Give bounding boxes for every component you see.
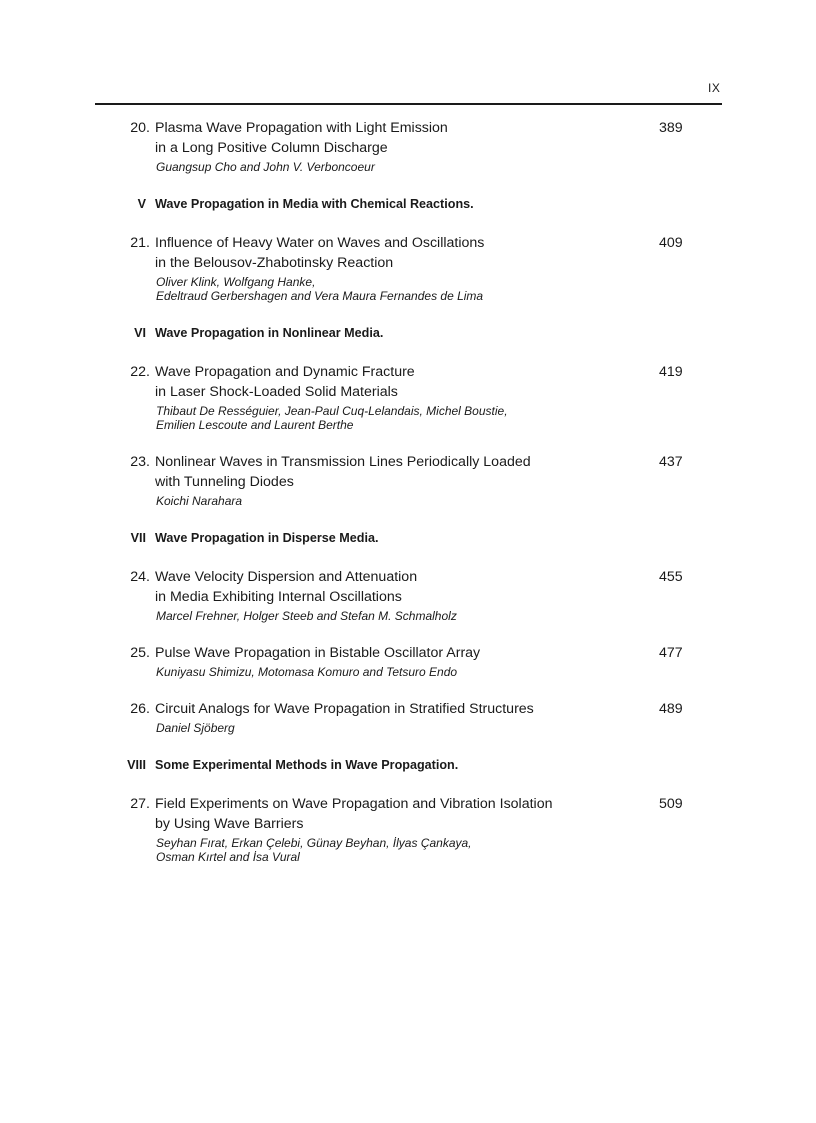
chapter-title-line: Plasma Wave Propagation with Light Emission — [155, 120, 448, 136]
chapter-title-row — [0, 794, 816, 814]
chapter-authors — [156, 609, 816, 623]
chapter-authors — [156, 275, 816, 303]
toc-chapter-entry — [0, 699, 816, 735]
chapter-number: 23. — [130, 454, 150, 470]
chapter-title-line: Influence of Heavy Water on Waves and Oscillations — [155, 235, 485, 251]
chapter-title-row — [0, 382, 816, 402]
chapter-title-row — [0, 587, 816, 607]
chapter-page-number: 489 — [659, 701, 683, 717]
chapter-number: 25. — [130, 645, 150, 661]
part-number: VIII — [127, 758, 146, 772]
chapter-authors — [156, 160, 816, 174]
chapter-title-line: with Tunneling Diodes — [155, 474, 294, 490]
author-line: Emilien Lescoute and Laurent Berthe — [156, 418, 354, 432]
part-number: VII — [130, 531, 146, 545]
chapter-title-row — [0, 699, 816, 719]
chapter-title-line: Circuit Analogs for Wave Propagation in Stratified Structures — [155, 701, 534, 717]
author-line: Osman Kırtel and İsa Vural — [156, 850, 300, 864]
chapter-number: 26. — [130, 701, 150, 717]
chapter-title-row — [0, 814, 816, 834]
chapter-number: 20. — [130, 120, 150, 136]
chapter-title-line: in a Long Positive Column Discharge — [155, 140, 388, 156]
chapter-title-row — [0, 452, 816, 472]
chapter-page-number: 389 — [659, 120, 683, 136]
chapter-page-number: 419 — [659, 364, 683, 380]
chapter-title-row — [0, 643, 816, 663]
chapter-title-line: in Laser Shock-Loaded Solid Materials — [155, 384, 398, 400]
toc-chapter-entry — [0, 643, 816, 679]
part-title: Some Experimental Methods in Wave Propagation. — [155, 758, 459, 772]
chapter-title-line: in Media Exhibiting Internal Oscillations — [155, 589, 402, 605]
toc-chapter-entry — [0, 794, 816, 864]
chapter-title-line: Field Experiments on Wave Propagation and Vibration Isolation — [155, 796, 553, 812]
toc-chapter-entry — [0, 233, 816, 303]
toc-chapter-entry — [0, 567, 816, 623]
toc-part-heading — [0, 755, 816, 775]
chapter-title-line: Wave Velocity Dispersion and Attenuation — [155, 569, 418, 585]
toc-part-heading — [0, 194, 816, 214]
author-line: Kuniyasu Shimizu, Motomasa Komuro and Tetsuro Endo — [156, 665, 458, 679]
toc-chapter-entry — [0, 452, 816, 508]
chapter-title-row — [0, 253, 816, 273]
chapter-number: 27. — [130, 796, 150, 812]
chapter-authors — [156, 721, 816, 735]
chapter-authors — [156, 665, 816, 679]
author-line: Seyhan Fırat, Erkan Çelebi, Günay Beyhan, İlyas Çankaya, — [156, 836, 472, 850]
chapter-number: 21. — [130, 235, 150, 251]
table-of-contents — [0, 118, 816, 884]
chapter-page-number: 437 — [659, 454, 683, 470]
toc-part-heading — [0, 323, 816, 343]
chapter-title-row — [0, 138, 816, 158]
chapter-page-number: 409 — [659, 235, 683, 251]
toc-chapter-entry — [0, 362, 816, 432]
chapter-title-row — [0, 567, 816, 587]
chapter-authors — [156, 836, 816, 864]
author-line: Guangsup Cho and John V. Verboncoeur — [156, 160, 375, 174]
author-line: Marcel Frehner, Holger Steeb and Stefan M. Schmalholz — [156, 609, 457, 623]
chapter-title-row — [0, 472, 816, 492]
header-rule — [95, 103, 722, 105]
part-title: Wave Propagation in Nonlinear Media. — [155, 326, 384, 340]
author-line: Edeltraud Gerbershagen and Vera Maura Fernandes de Lima — [156, 289, 484, 303]
chapter-title-line: Nonlinear Waves in Transmission Lines Periodically Loaded — [155, 454, 531, 470]
chapter-title-row — [0, 233, 816, 253]
chapter-title-line: Wave Propagation and Dynamic Fracture — [155, 364, 415, 380]
chapter-number: 22. — [130, 364, 150, 380]
chapter-page-number: 455 — [659, 569, 683, 585]
page-number: IX — [708, 81, 721, 95]
chapter-number: 24. — [130, 569, 150, 585]
chapter-title-line: Pulse Wave Propagation in Bistable Oscillator Array — [155, 645, 481, 661]
chapter-authors — [156, 494, 816, 508]
part-number: VI — [134, 326, 146, 340]
chapter-page-number: 509 — [659, 796, 683, 812]
chapter-title-line: by Using Wave Barriers — [155, 816, 304, 832]
author-line: Oliver Klink, Wolfgang Hanke, — [156, 275, 316, 289]
author-line: Thibaut De Rességuier, Jean-Paul Cuq-Lelandais, Michel Boustie, — [156, 404, 508, 418]
toc-chapter-entry — [0, 118, 816, 174]
part-title: Wave Propagation in Media with Chemical Reactions. — [155, 197, 474, 211]
chapter-page-number: 477 — [659, 645, 683, 661]
chapter-title-row — [0, 362, 816, 382]
chapter-title-line: in the Belousov-Zhabotinsky Reaction — [155, 255, 394, 271]
chapter-authors — [156, 404, 816, 432]
chapter-title-row — [0, 118, 816, 138]
toc-part-heading — [0, 528, 816, 548]
author-line: Koichi Narahara — [156, 494, 243, 508]
part-title: Wave Propagation in Disperse Media. — [155, 531, 379, 545]
part-number: V — [137, 197, 146, 211]
author-line: Daniel Sjöberg — [156, 721, 235, 735]
